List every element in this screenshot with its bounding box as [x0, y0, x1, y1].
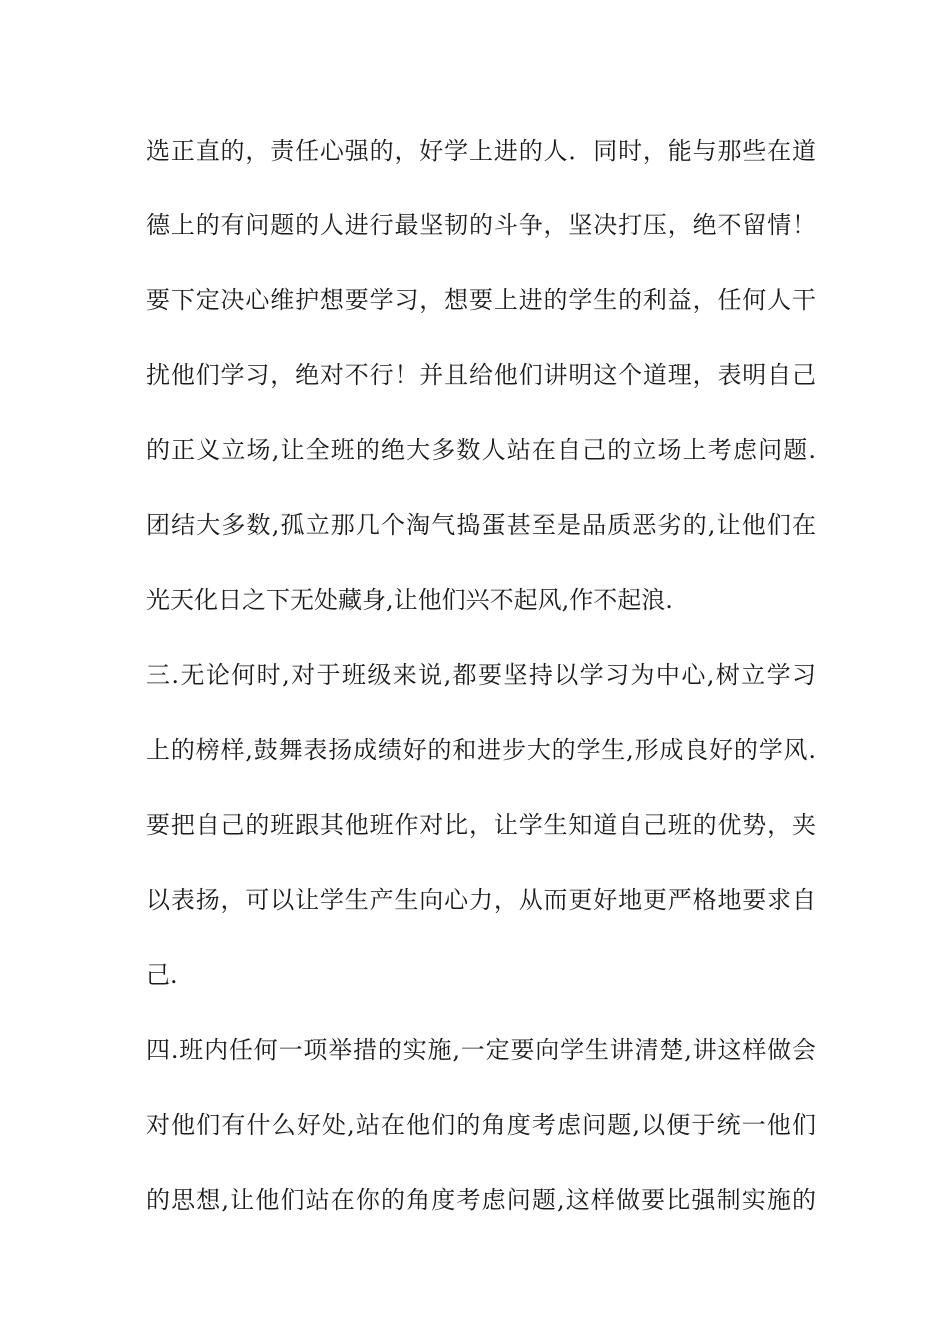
text-line: 光天化日之下无处藏身,让他们兴不起风,作不起浪.: [146, 586, 673, 614]
text-line: 三.无论何时,对于班级来说,都要坚持以学习为中心,树立学习: [146, 661, 816, 689]
text-line: 以表扬，可以让学生产生向心力，从而更好地更严格地要求自: [146, 886, 816, 914]
text-line: 德上的有问题的人进行最坚韧的斗争，坚决打压，绝不留情！: [146, 211, 816, 239]
text-line: 己.: [146, 961, 178, 989]
text-line: 选正直的，责任心强的，好学上进的人．同时，能与那些在道: [146, 137, 816, 165]
text-line: 的正义立场,让全班的绝大多数人站在自己的立场上考虑问题.: [146, 436, 816, 464]
text-line: 团结大多数,孤立那几个淘气捣蛋甚至是品质恶劣的,让他们在: [146, 511, 816, 539]
text-line: 对他们有什么好处,站在他们的角度考虑问题,以便于统一他们: [146, 1111, 816, 1139]
text-line: 要下定决心维护想要学习，想要上进的学生的利益，任何人干: [146, 286, 816, 314]
text-line: 上的榜样,鼓舞表扬成绩好的和进步大的学生,形成良好的学风.: [146, 736, 816, 764]
text-line: 四.班内任何一项举措的实施,一定要向学生讲清楚,讲这样做会: [146, 1036, 816, 1064]
text-line: 的思想,让他们站在你的角度考虑问题,这样做要比强制实施的: [146, 1186, 816, 1214]
text-line: 扰他们学习，绝对不行！并且给他们讲明这个道理，表明自己: [146, 361, 816, 389]
text-line: 要把自己的班跟其他班作对比，让学生知道自己班的优势，夹: [146, 811, 816, 839]
